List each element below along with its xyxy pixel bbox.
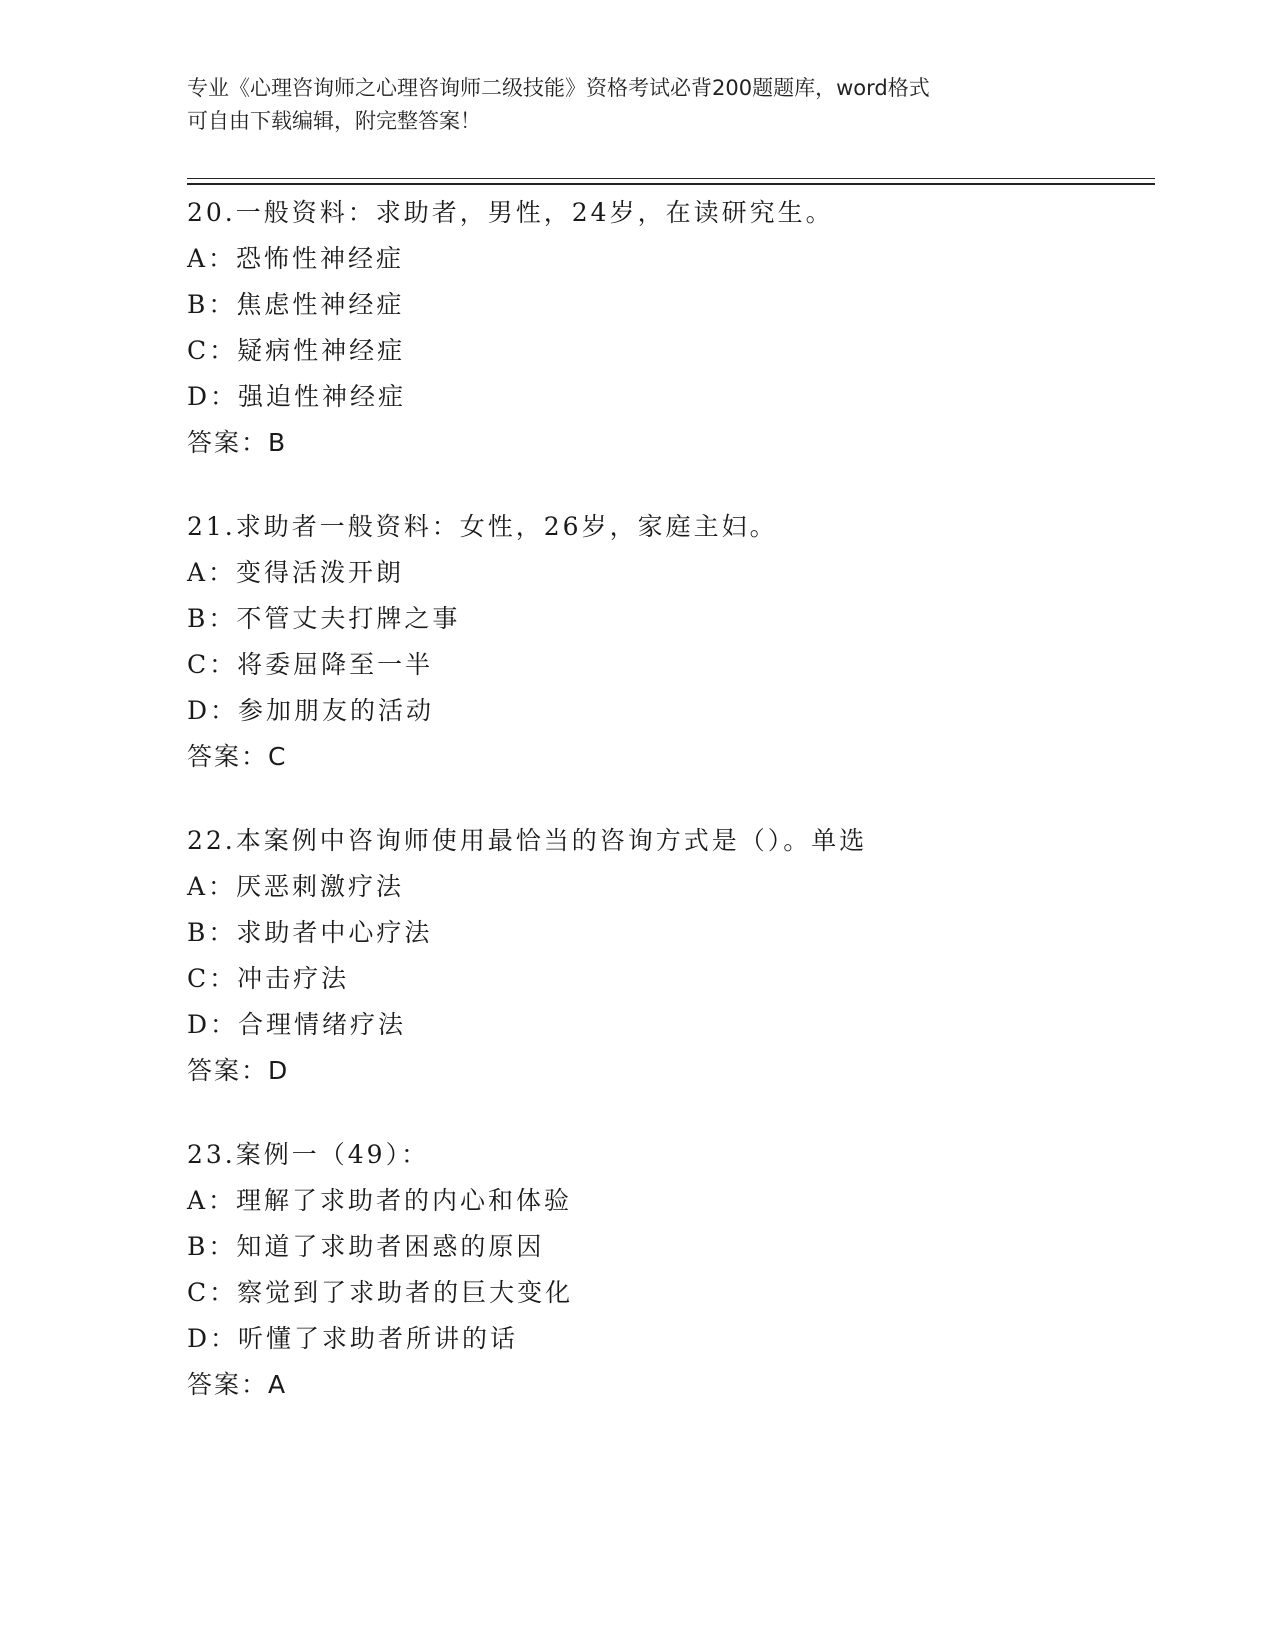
question-stem: 20.一般资料：求助者，男性，24岁，在读研究生。 — [187, 198, 834, 227]
option-a: A：厌恶刺激疗法 — [187, 872, 405, 901]
option-b: B：求助者中心疗法 — [187, 918, 433, 947]
answer-line: 答案：B — [187, 428, 288, 457]
option-a: A：变得活泼开朗 — [187, 558, 405, 587]
answer-line: 答案：A — [187, 1370, 288, 1399]
answer-line: 答案：C — [187, 742, 288, 771]
option-b: B：不管丈夫打牌之事 — [187, 604, 461, 633]
option-d: D：参加朋友的活动 — [187, 696, 435, 725]
option-d: D：听懂了求助者所讲的话 — [187, 1324, 519, 1353]
option-c: C：疑病性神经症 — [187, 336, 406, 365]
option-b: B：知道了求助者困惑的原因 — [187, 1232, 545, 1261]
document-header — [187, 72, 1087, 138]
question-22 — [187, 818, 1155, 1094]
option-d: D：合理情绪疗法 — [187, 1010, 407, 1039]
option-b: B：焦虑性神经症 — [187, 290, 405, 319]
header-divider-thin — [187, 178, 1155, 179]
header-line-2: 可自由下载编辑，附完整答案！ — [187, 109, 481, 133]
question-stem: 23.案例一（49）： — [187, 1140, 430, 1169]
option-a: A：恐怖性神经症 — [187, 244, 405, 273]
header-divider-thick — [187, 183, 1155, 185]
question-stem: 21.求助者一般资料：女性，26岁，家庭主妇。 — [187, 512, 778, 541]
question-21 — [187, 504, 1155, 780]
option-c: C：察觉到了求助者的巨大变化 — [187, 1278, 574, 1307]
option-a: A：理解了求助者的内心和体验 — [187, 1186, 573, 1215]
question-stem: 22.本案例中咨询师使用最恰当的咨询方式是（）。单选 — [187, 826, 868, 855]
question-20 — [187, 190, 1155, 466]
header-line-1: 专业《心理咨询师之心理咨询师二级技能》资格考试必背200题题库，word格式 — [187, 76, 930, 100]
option-c: C：冲击疗法 — [187, 964, 350, 993]
option-c: C：将委屈降至一半 — [187, 650, 434, 679]
question-list — [187, 190, 1155, 1446]
answer-line: 答案：D — [187, 1056, 290, 1085]
question-23 — [187, 1132, 1155, 1408]
option-d: D：强迫性神经症 — [187, 382, 407, 411]
